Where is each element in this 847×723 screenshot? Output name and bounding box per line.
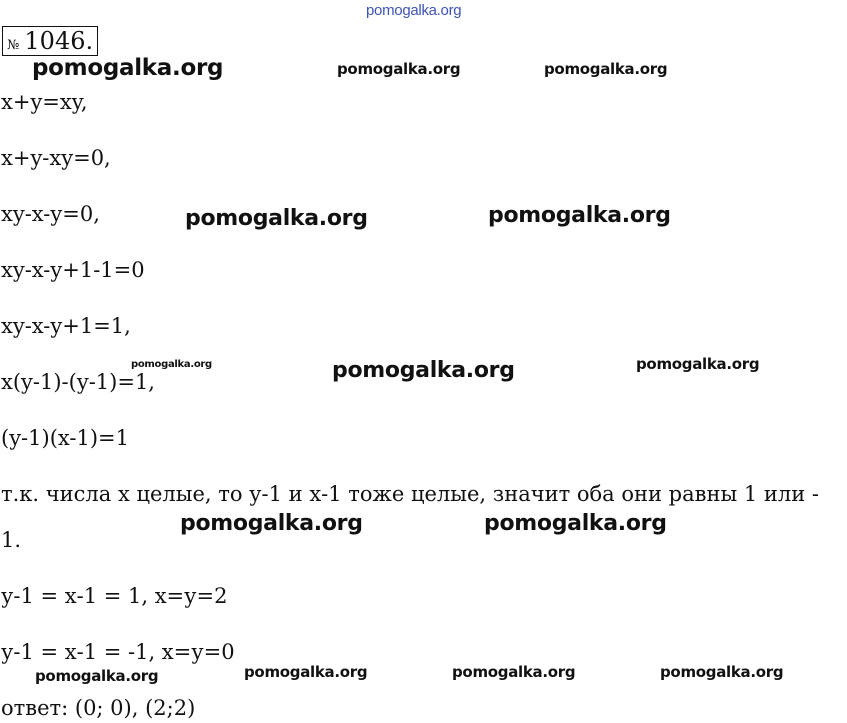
solution-line: т.к. числа х целые, то у-1 и х-1 тоже целые, значит оба они равны 1 или - (1, 482, 819, 506)
solution-line: xy-x-y=0, (1, 202, 100, 226)
solution-line: x(y-1)-(y-1)=1, (1, 370, 155, 394)
solution-line: (y-1)(x-1)=1 (1, 426, 129, 450)
watermark: pomogalka.org (452, 663, 576, 681)
number-sign: № (7, 38, 20, 53)
watermark: pomogalka.org (131, 359, 212, 370)
solution-line: 1. (1, 528, 22, 552)
solution-line: x+y-xy=0, (1, 146, 111, 170)
watermark: pomogalka.org (660, 663, 784, 681)
watermark: pomogalka.org (244, 663, 368, 681)
watermark: pomogalka.org (332, 358, 515, 383)
solution-line: у-1 = х-1 = -1, х=у=0 (1, 640, 235, 664)
problem-number-box (2, 26, 98, 56)
watermark: pomogalka.org (488, 203, 671, 228)
solution-line: xy-x-y+1=1, (1, 314, 131, 338)
solution-line: xy-x-y+1-1=0 (1, 258, 145, 282)
problem-number: 1046. (24, 27, 94, 55)
watermark: pomogalka.org (484, 511, 667, 536)
watermark-header: pomogalka.org (366, 2, 462, 19)
answer-line: ответ: (0; 0), (2;2) (1, 696, 196, 720)
watermark: pomogalka.org (35, 667, 159, 685)
watermark: pomogalka.org (337, 60, 461, 78)
watermark: pomogalka.org (636, 355, 760, 373)
solution-line: у-1 = х-1 = 1, х=у=2 (1, 584, 228, 608)
watermark: pomogalka.org (180, 511, 363, 536)
watermark: pomogalka.org (32, 55, 224, 81)
watermark: pomogalka.org (544, 60, 668, 78)
watermark: pomogalka.org (185, 206, 368, 231)
solution-line: x+y=xy, (1, 90, 88, 114)
